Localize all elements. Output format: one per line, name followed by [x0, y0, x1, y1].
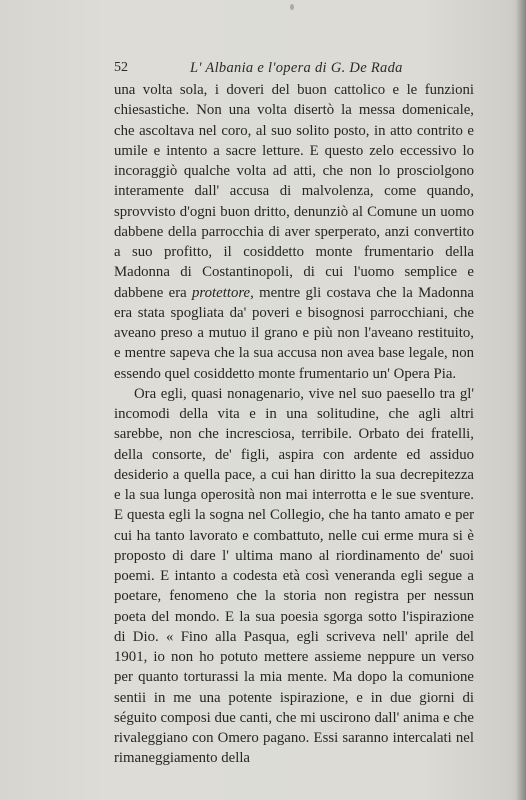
page-number: 52 — [114, 60, 128, 75]
paragraph-1 — [114, 80, 474, 384]
running-title: L' Albania e l'opera di G. De Rada — [190, 60, 403, 76]
body-text — [114, 80, 474, 769]
page-edge-shadow — [516, 0, 526, 800]
paragraph-1-part-1: una volta sola, i doveri del buon cattolico e le funzioni chiesastiche. Non una volta disertò la messa domenicale, che ascoltava nel coro, al suo solito posto, in atto contrito e umile e intento a sacre letture. E questo zelo eccessivo lo incoraggiò qualche volta ad atti, che non lo prosciolgono interamente dall' accusa di malvolenza, come quando, sprovvisto d'ogni buon dritto, denunziò al Comune un uomo dabbene della parrocchia di aver sperperato, anzi convertito a suo profitto, il cosiddetto monte frumentario della Madonna di Costantinopoli, di cui l'uomo semplice e dabbene era — [114, 82, 474, 301]
italic-word: protettore, — [192, 284, 254, 301]
page-header — [114, 60, 474, 80]
paragraph-2: Ora egli, quasi nonagenario, vive nel suo paesello tra gl' incomodi della vita e in una solitudine, che agli altri sarebbe, non che incresciosa, terribile. Orbato dei fratelli, della consorte, de' figli, aspira con ardente ed assiduo desiderio a quella pace, a cui han diritto la sua decrepitezza e la sua lunga operosità non mai interrotta e le sue sventure. E questa egli la sogna nel Collegio, che ha tanto amato e per cui ha tanto lavorato e combattuto, nelle cui erme mura si è proposto di dare l' ultima mano al riordinamento de' suoi poemi. E intanto a codesta età così veneranda egli segue a poetare, fenomeno che la storia non registra per nessun poeta del mondo. E la sua poesia sgorga sotto l'ispirazione di Dio. « Fino alla Pasqua, egli scriveva nell' aprile del 1901, io non ho potuto mettere assieme neppure un verso per quanto torturassi la mia mente. Ma dopo la comunione sentii in me una potente ispirazione, e in due giorni di séguito composi due canti, che mi uscirono dall' anima e che rivaleggiano con Omero pagano. Essi saranno intercalati nel rimaneggiamento della — [114, 385, 474, 767]
paragraph-1-part-2: mentre gli costava che la Madonna era stata spogliata da' poveri e bisognosi parrocchiani, che aveano preso a mutuo il grano e più non l'aveano restituito, e mentre sapeva che la sua accusa non avea base legale, non essendo quel cosiddetto monte frumentario un' Opera Pia. — [114, 284, 474, 382]
paper-smudge — [290, 4, 294, 10]
